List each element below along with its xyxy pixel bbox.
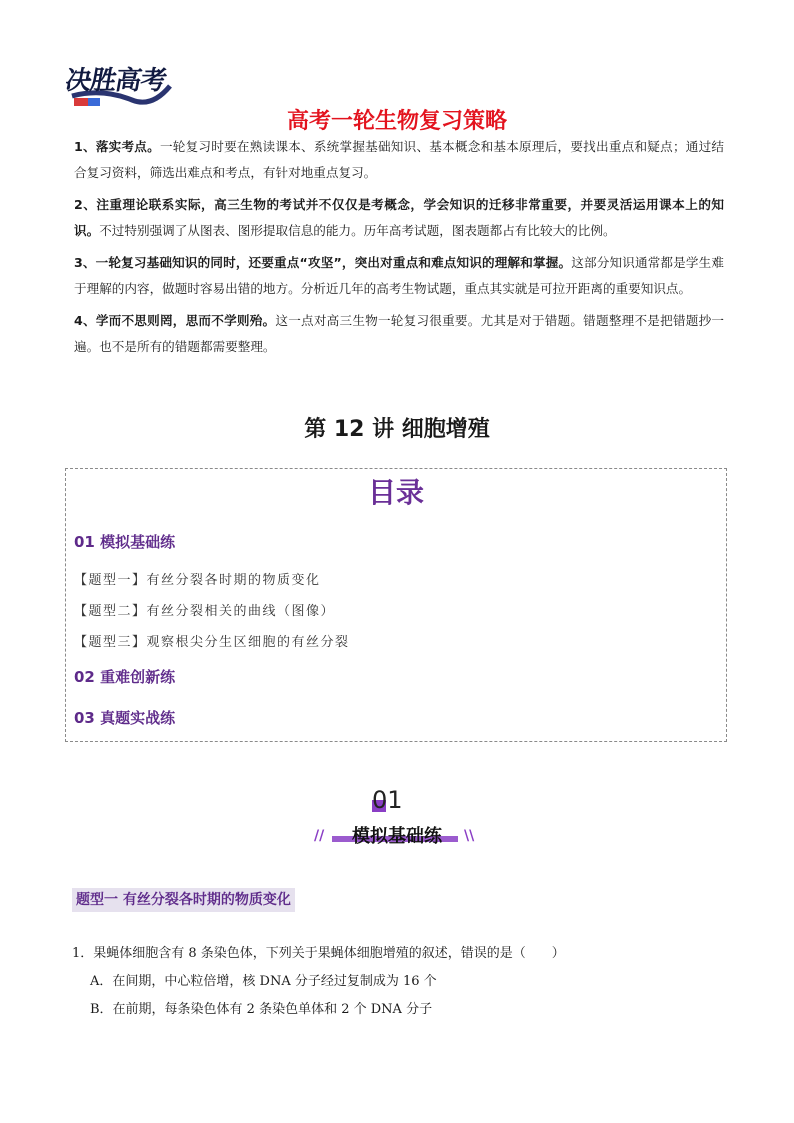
section-name: 模拟基础练 — [352, 826, 442, 847]
strategy-item: 4、学而不思则罔，思而不学则殆。这一点对高三生物一轮复习很重要。尤其是对于错题。错题整理不是把错题抄一遍。也不是所有的错题都需要整理。 — [74, 313, 725, 354]
toc-title: 目录 — [367, 476, 424, 509]
section-number: 01 — [372, 786, 403, 814]
option-b: B．在前期，每条染色体有 2 条染色单体和 2 个 DNA 分子 — [90, 1002, 433, 1017]
slash-left-decoration: // — [314, 828, 325, 844]
slash-right-decoration: \\ — [464, 828, 475, 844]
question-stem: 1．果蝇体细胞含有 8 条染色体，下列关于果蝇体细胞增殖的叙述，错误的是（ ） — [72, 946, 565, 961]
strategy-item: 1、落实考点。一轮复习时要在熟读课本、系统掌握基础知识、基本概念和基本原理后，要找出重点和疑点；通过结合复习资料，筛选出难点和考点，有针对地重点复习。 — [74, 139, 725, 180]
toc-section-01[interactable]: 01 模拟基础练 — [74, 533, 176, 551]
section-banner — [0, 780, 794, 850]
toc-item-type-1[interactable]: 【题型一】有丝分裂各时期的物质变化 — [74, 573, 321, 588]
option-a: A．在间期，中心粒倍增，核 DNA 分子经过复制成为 16 个 — [90, 974, 437, 989]
strategy-item: 3、一轮复习基础知识的同时，还要重点“攻坚”，突出对重点和难点知识的理解和掌握。这部分知识通常都是学生难于理解的内容，做题时容易出错的地方。分析近几年的高考生物试题，重点其实就是可拉开距离的重要知识点。 — [74, 255, 724, 296]
toc-section-02[interactable]: 02 重难创新练 — [74, 668, 176, 686]
question-1 — [72, 940, 732, 1024]
strategy-item: 2、注重理论联系实际，高三生物的考试并不仅仅是考概念，学会知识的迁移非常重要，并要灵活运用课本上的知识。不过特别强调了从图表、图形提取信息的能力。历年高考试题，图表题都占有比较大的比例。 — [74, 197, 724, 238]
toc-item-type-2[interactable]: 【题型二】有丝分裂相关的曲线（图像） — [74, 604, 336, 619]
question-type-heading: 题型一 有丝分裂各时期的物质变化 — [72, 888, 295, 912]
logo-text: 决胜高考 — [62, 66, 169, 96]
page-title: 高考一轮生物复习策略 — [286, 109, 507, 134]
strategy-list — [74, 134, 724, 366]
lecture-title: 第 12 讲 细胞增殖 — [304, 417, 490, 442]
toc-section-03[interactable]: 03 真题实战练 — [74, 709, 176, 727]
toc-item-type-3[interactable]: 【题型三】观察根尖分生区细胞的有丝分裂 — [74, 635, 350, 650]
table-of-contents — [65, 468, 727, 742]
